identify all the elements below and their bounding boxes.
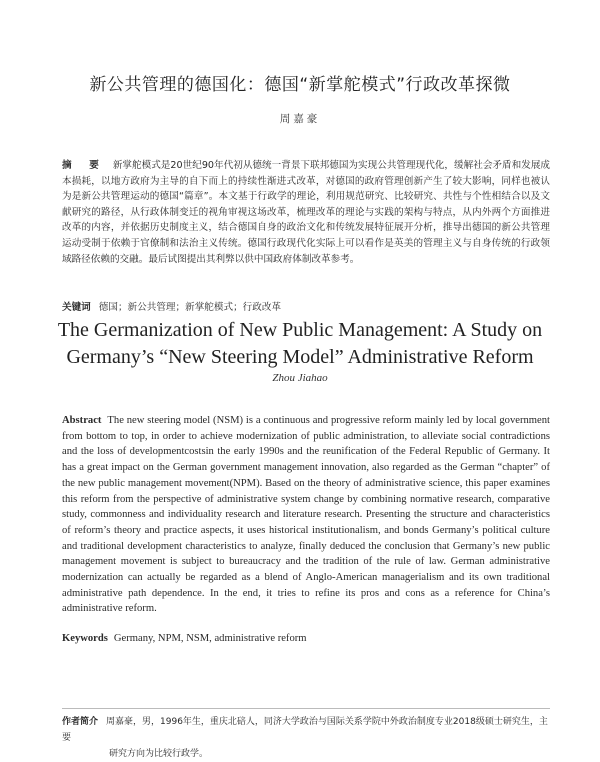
- english-author: Zhou Jiahao: [272, 372, 328, 384]
- english-keywords-text: Germany, NPM, NSM, administrative reform: [113, 633, 307, 644]
- chinese-keywords-label: 关键词: [62, 302, 91, 313]
- english-keywords: [62, 631, 550, 646]
- english-keywords-label: Keywords: [62, 633, 108, 644]
- chinese-title: 新公共管理的德国化：德国“新掌舵模式”行政改革探微: [89, 75, 511, 95]
- english-abstract-label: Abstract: [62, 415, 102, 426]
- footnote-label: 作者简介: [62, 717, 99, 727]
- footnote-divider: [62, 708, 550, 709]
- english-abstract: [62, 413, 550, 617]
- chinese-abstract: [62, 158, 550, 267]
- chinese-abstract-text: 新掌舵模式是20世纪90年代初从德统一背景下联邦德国为实现公共管理现代化，缓解社会矛盾和发展成本损耗，以地方政府为主导的自下而上的持续性渐进式改革，对德国的政府管理创新产生了较大影响，同样也被认为是新公共管理运动的德国“篇章”。本文基于行政学的理论，利用规范研究、比较研究、共性与个性相结合以及文献研究的路径，从行政体制变迁的视角审视这场改革，梳理改革的理论与实践的架构与特点，从内外两个方面推进改革的内容，并依据历史制度主义，结合德国自身的政治文化和传统发展特征展开分析，推导出德国的新公共管理运动受制于依赖于官僚制和法治主义传统。德国行政现代化实际上可以看作是英美的管理主义与自身传统的行政领域路径依赖的交融。最后试图提出其利弊以供中国政府体制改革参考。: [62, 160, 551, 265]
- footnote-line-1: 周嘉豪，男，1996年生，重庆北碚人，同济大学政治与国际关系学院中外政治制度专业2018级硕士研究生，主要: [62, 717, 548, 743]
- footnote-line-2: 研究方向为比较行政学。: [109, 749, 209, 759]
- chinese-keywords-text: 德国；新公共管理；新掌舵模式；行政改革: [98, 302, 282, 313]
- chinese-keywords: [62, 300, 550, 315]
- english-abstract-text: The new steering model (NSM) is a continuous and progressive reform mainly led by local government from bottom to top, in order to achieve modernization of public administration, to alleviate social contradictions and the loss of developmentcostsin the early 1990s and the reunification of the Federal Republic of Germany. It has a great impact on the German government management innovation, also regarded as the German “chapter” of the new public management movement(NPM). Based on the theory of administrative science, this paper examines this reform from the perspective of administrative system change by combining normative research, comparative study, commonness and individuality research and literature research. Presenting the structure and characteristics of reform’s theory and practice aspects, it uses historical institutionalism, and bonds Germany’s political culture and traditional development characteristics to analyze, finally deduced the conclusion that Germany’s new public management movement is subject to bureaucracy and the tradition of the rule of law. German administrative modernization can actually be regarded as a blend of Anglo-American managerialism and its own traditional administrative path dependence. In the end, it tries to refine its pros and cons as a reference for China’s administrative reform.: [62, 415, 550, 615]
- chinese-abstract-label: 摘 要: [62, 160, 103, 171]
- chinese-author: 周嘉豪: [279, 113, 321, 125]
- english-title: The Germanization of New Public Management: A Study on Germany’s “New Steering Model” Administrative Reform: [57, 319, 543, 368]
